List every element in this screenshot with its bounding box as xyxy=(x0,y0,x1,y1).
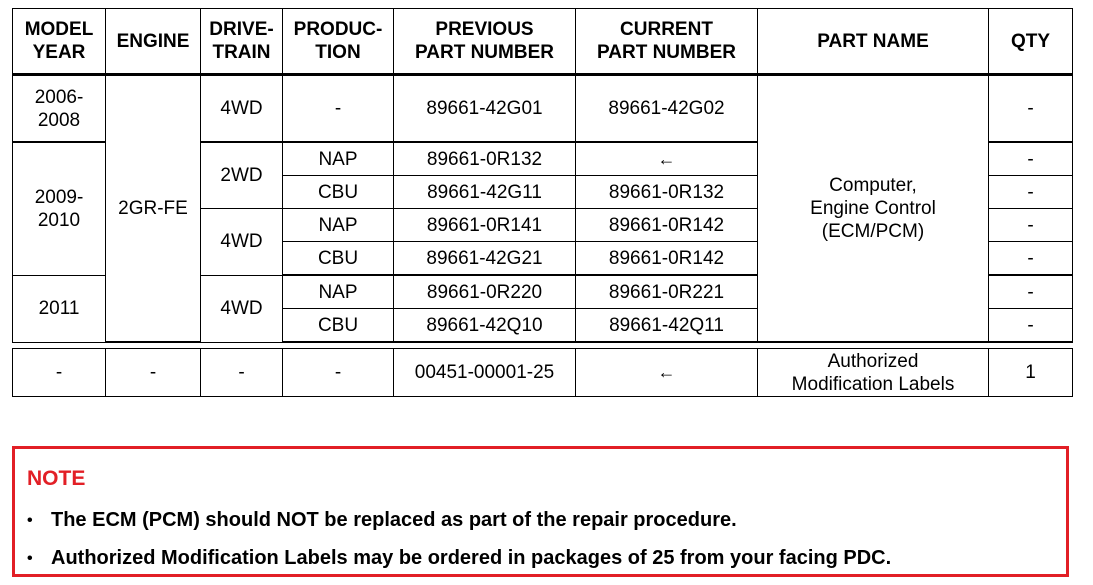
cell-qty: - xyxy=(989,209,1073,242)
note-title: NOTE xyxy=(27,467,86,490)
left-arrow-icon: ← xyxy=(657,362,676,382)
cell-production: CBU xyxy=(283,242,394,276)
header-model-year: MODEL YEAR xyxy=(13,9,106,75)
header-engine: ENGINE xyxy=(106,9,201,75)
header-qty: QTY xyxy=(989,9,1073,75)
cell-drivetrain: 4WD xyxy=(201,75,283,143)
cell-previous-part-number: 89661-0R132 xyxy=(394,142,576,176)
table-row xyxy=(13,75,1073,143)
cell-current-part-number: 89661-0R142 xyxy=(576,242,758,276)
cell-previous-part-number: 89661-42G11 xyxy=(394,176,576,209)
note-text: The ECM (PCM) should NOT be replaced as part of the repair procedure. xyxy=(51,509,737,531)
cell-previous-part-number: 89661-42Q10 xyxy=(394,309,576,343)
cell-previous-part-number: 89661-42G21 xyxy=(394,242,576,276)
cell-qty: - xyxy=(989,309,1073,343)
cell-previous-part-number: 89661-0R141 xyxy=(394,209,576,242)
parts-table xyxy=(12,8,1073,343)
cell-current-part-number: 89661-0R142 xyxy=(576,209,758,242)
note-item xyxy=(27,547,891,570)
cell-qty: 1 xyxy=(989,349,1073,397)
cell-drivetrain: 2WD xyxy=(201,142,283,209)
cell-drivetrain: - xyxy=(201,349,283,397)
cell-qty: - xyxy=(989,142,1073,176)
header-row xyxy=(13,9,1073,75)
cell-production: NAP xyxy=(283,275,394,309)
cell-qty: - xyxy=(989,275,1073,309)
cell-model-year: 2009- 2010 xyxy=(13,142,106,275)
note-item xyxy=(27,509,737,532)
cell-production: NAP xyxy=(283,142,394,176)
note-text: Authorized Modification Labels may be ordered in packages of 25 from your facing PDC. xyxy=(51,547,892,569)
cell-drivetrain: 4WD xyxy=(201,275,283,342)
cell-production: CBU xyxy=(283,176,394,209)
cell-engine: 2GR-FE xyxy=(106,75,201,343)
cell-part-name: Computer, Engine Control (ECM/PCM) xyxy=(758,75,989,343)
cell-production: NAP xyxy=(283,209,394,242)
cell-qty: - xyxy=(989,176,1073,209)
cell-current-part-number: 89661-42Q11 xyxy=(576,309,758,343)
cell-previous-part-number: 00451-00001-25 xyxy=(394,349,576,397)
cell-production: CBU xyxy=(283,309,394,343)
cell-previous-part-number: 89661-0R220 xyxy=(394,275,576,309)
header-production: PRODUC- TION xyxy=(283,9,394,75)
cell-qty: - xyxy=(989,75,1073,143)
header-drivetrain: DRIVE- TRAIN xyxy=(201,9,283,75)
cell-current-part-number: 89661-0R132 xyxy=(576,176,758,209)
cell-part-name: Authorized Modification Labels xyxy=(758,349,989,397)
cell-current-part-number xyxy=(576,349,758,397)
cell-model-year: - xyxy=(13,349,106,397)
bullet-icon: • xyxy=(27,549,33,567)
header-previous-part-number: PREVIOUS PART NUMBER xyxy=(394,9,576,75)
cell-engine: - xyxy=(106,349,201,397)
cell-current-part-number: 89661-42G02 xyxy=(576,75,758,143)
left-arrow-icon: ← xyxy=(657,148,676,169)
table-row xyxy=(13,349,1073,397)
bullet-icon: • xyxy=(27,511,33,529)
note-box xyxy=(12,446,1069,577)
cell-previous-part-number: 89661-42G01 xyxy=(394,75,576,143)
header-part-name: PART NAME xyxy=(758,9,989,75)
cell-model-year: 2006- 2008 xyxy=(13,75,106,143)
labels-table xyxy=(12,348,1073,397)
cell-current-part-number xyxy=(576,142,758,176)
header-current-part-number: CURRENT PART NUMBER xyxy=(576,9,758,75)
cell-production: - xyxy=(283,349,394,397)
cell-current-part-number: 89661-0R221 xyxy=(576,275,758,309)
cell-model-year: 2011 xyxy=(13,275,106,342)
cell-production: - xyxy=(283,75,394,143)
cell-drivetrain: 4WD xyxy=(201,209,283,276)
cell-qty: - xyxy=(989,242,1073,276)
